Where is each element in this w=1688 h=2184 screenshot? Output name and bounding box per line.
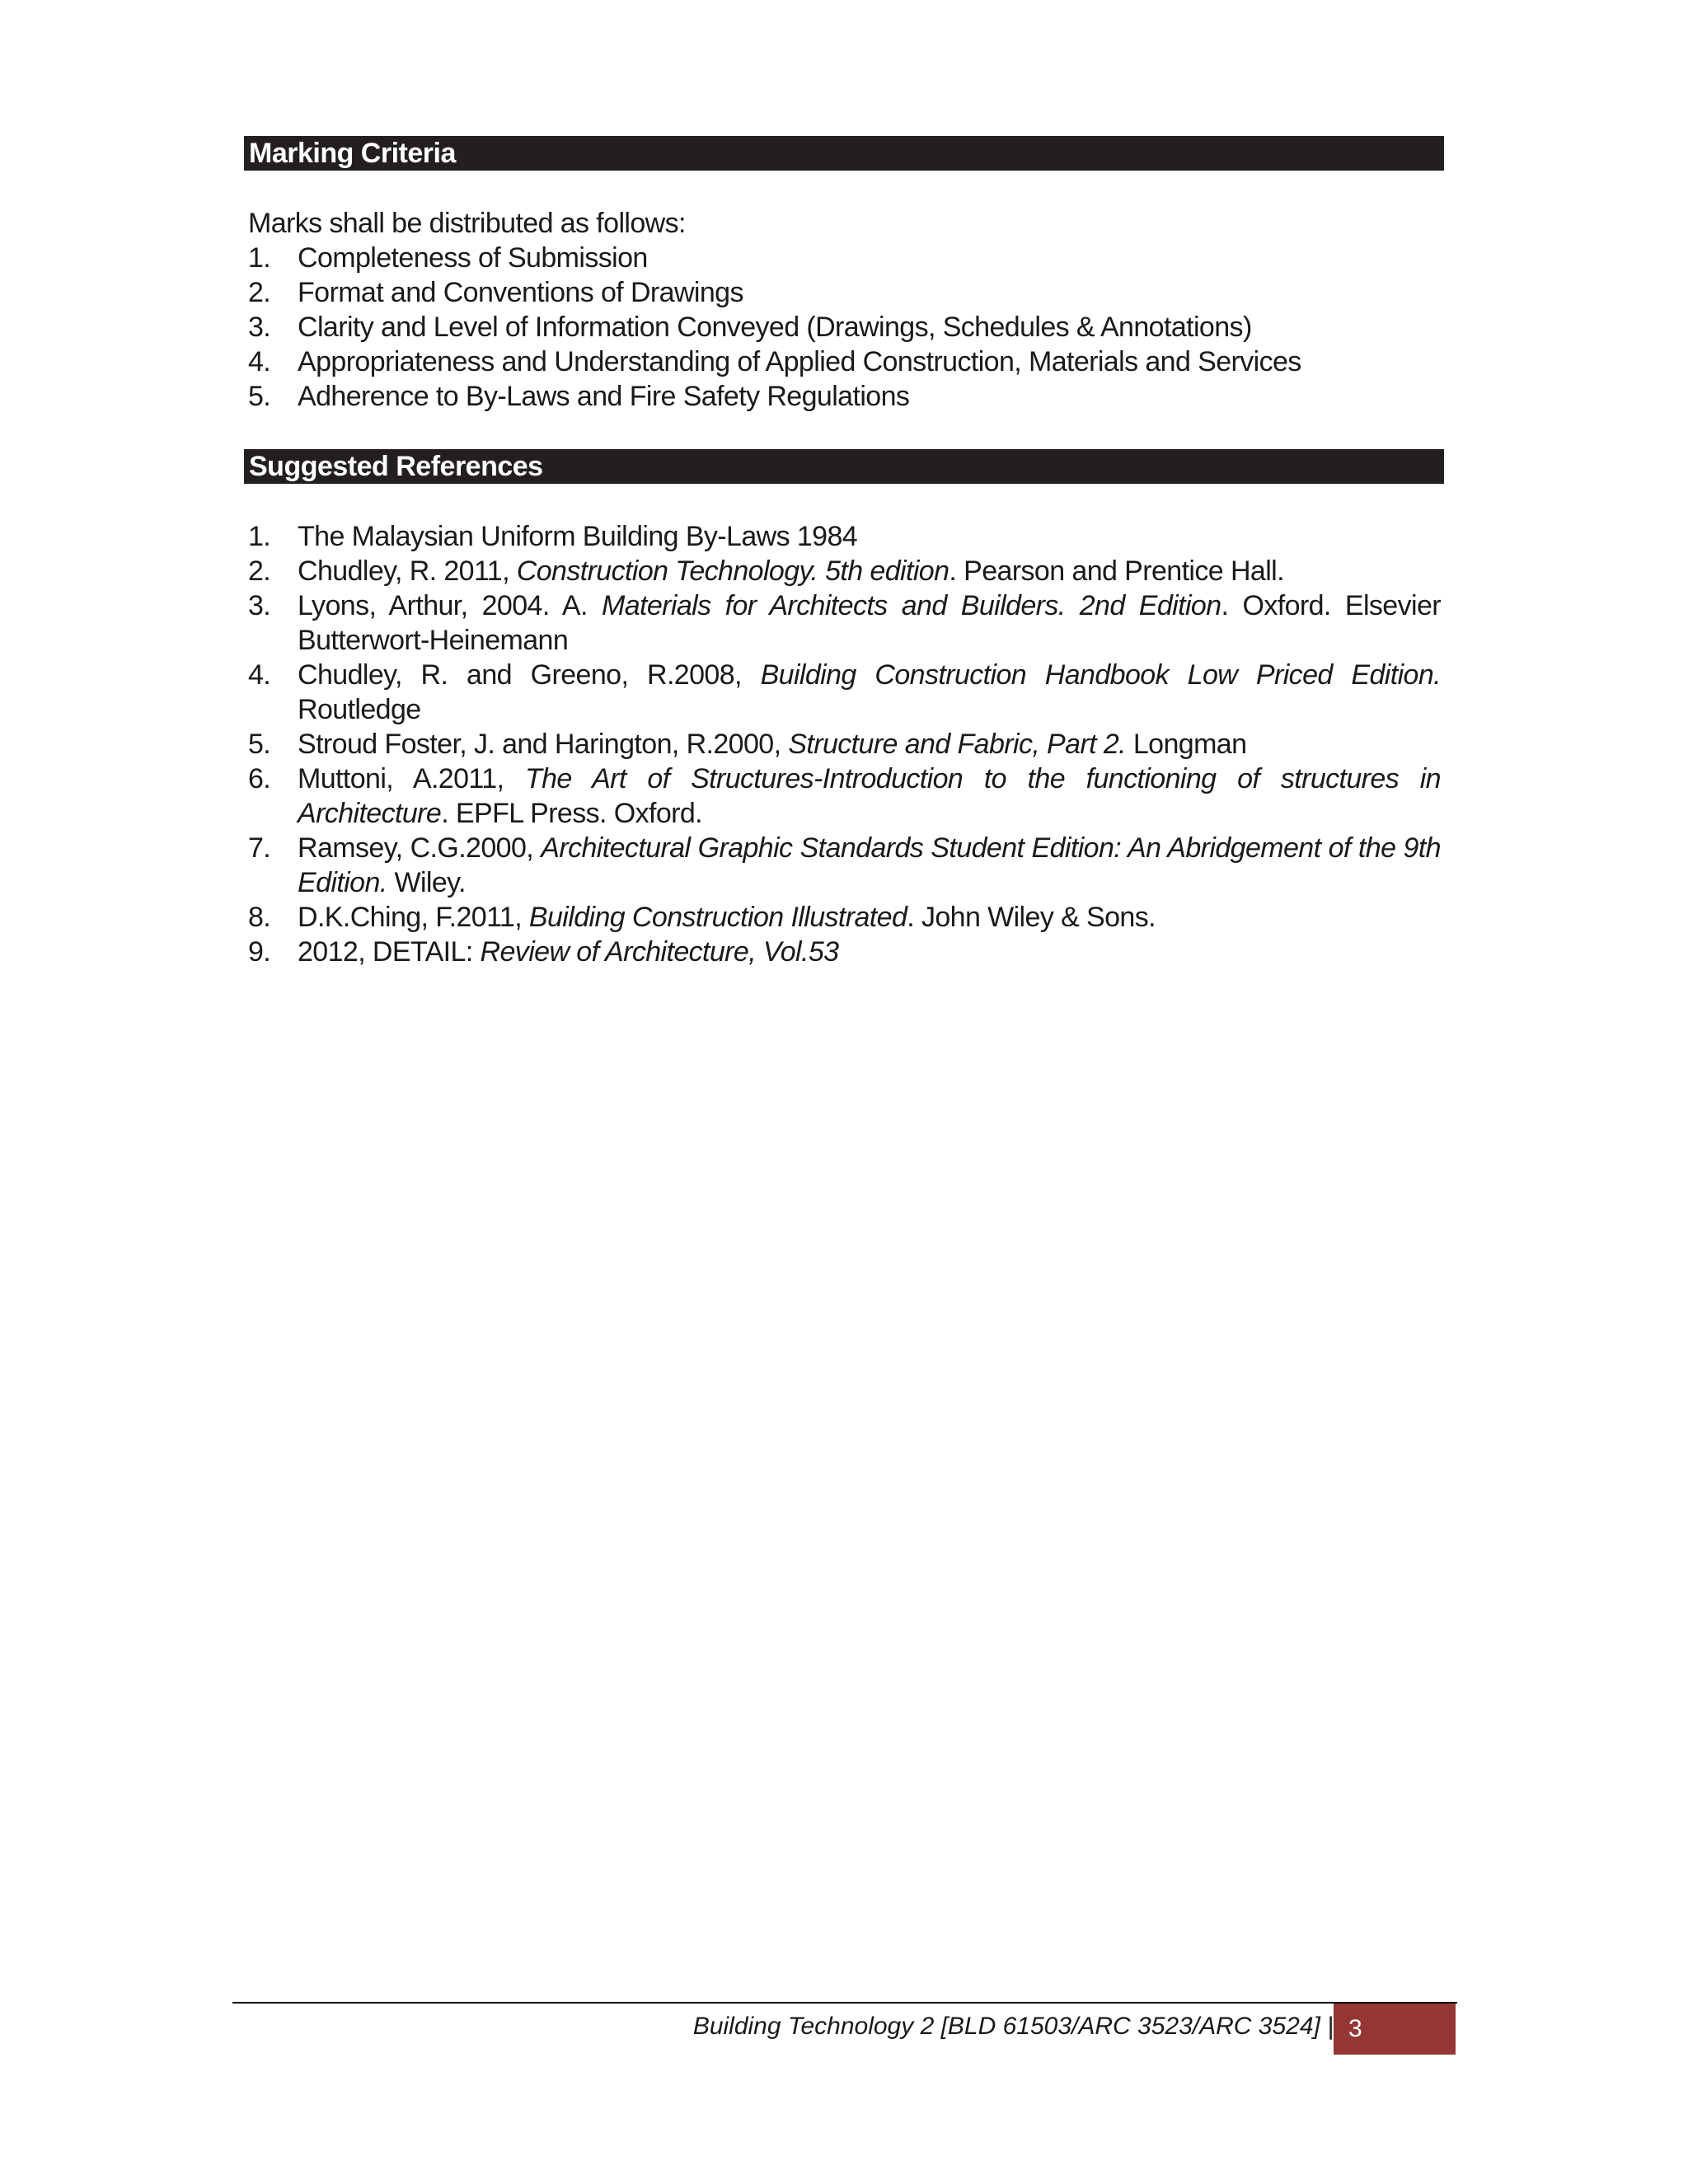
reference-title: Building Construction Handbook Low Priced Edition. xyxy=(760,659,1441,691)
reference-publisher: . John Wiley & Sons. xyxy=(907,902,1156,933)
page-number-badge: 3 xyxy=(1334,2004,1456,2055)
item-number: 5. xyxy=(248,729,271,760)
list-item xyxy=(248,310,1441,344)
item-number: 7. xyxy=(248,832,271,864)
item-number: 1. xyxy=(248,242,271,274)
reference-publisher: Wiley. xyxy=(387,867,466,898)
item-number: 8. xyxy=(248,902,271,933)
reference-text: The Malaysian Uniform Building By-Laws 1984 xyxy=(298,521,858,552)
reference-text: 2012, DETAIL: xyxy=(298,936,481,968)
footer-divider xyxy=(232,2002,1457,2004)
item-number: 2. xyxy=(248,277,271,308)
reference-item xyxy=(248,519,1441,554)
reference-title: Architectural Graphic Standards Student Edition: An Abridgement of the 9th Edition. xyxy=(298,832,1441,898)
reference-text: Chudley, R. 2011, xyxy=(298,555,517,587)
item-number: 1. xyxy=(248,521,271,552)
reference-item xyxy=(248,727,1441,762)
list-item xyxy=(248,379,1441,414)
reference-title: Structure and Fabric, Part 2. xyxy=(788,729,1126,760)
item-text: Appropriateness and Understanding of Applied Construction, Materials and Services xyxy=(298,346,1301,377)
reference-item xyxy=(248,554,1441,588)
reference-title: Materials for Architects and Builders. 2nd Edition xyxy=(601,590,1221,621)
references-list xyxy=(248,519,1441,969)
list-item xyxy=(248,275,1441,310)
footer-course-title: Building Technology 2 [BLD 61503/ARC 3523/ARC 3524] | xyxy=(692,2013,1334,2040)
item-number: 9. xyxy=(248,936,271,968)
reference-title: The Art of Structures-Introduction to the functioning of structures in Architecture xyxy=(298,763,1441,829)
item-number: 2. xyxy=(248,555,271,587)
reference-item xyxy=(248,831,1441,900)
reference-publisher: . Pearson and Prentice Hall. xyxy=(949,555,1284,587)
reference-item xyxy=(248,762,1441,831)
reference-text: Muttoni, A.2011, xyxy=(298,763,525,794)
item-number: 5. xyxy=(248,381,271,412)
reference-publisher: Routledge xyxy=(298,694,421,725)
reference-title: Building Construction Illustrated xyxy=(528,902,907,933)
reference-item xyxy=(248,588,1441,658)
reference-text: Chudley, R. and Greeno, R.2008, xyxy=(298,659,761,691)
reference-publisher: . Oxford. Elsevier Butterwort-Heinemann xyxy=(298,590,1441,656)
marking-criteria-list xyxy=(248,241,1441,414)
reference-text: D.K.Ching, F.2011, xyxy=(298,902,529,933)
item-text: Completeness of Submission xyxy=(298,242,648,274)
marking-criteria-heading: Marking Criteria xyxy=(244,136,1444,171)
reference-text: Lyons, Arthur, 2004. A. xyxy=(298,590,602,621)
reference-item xyxy=(248,900,1441,935)
item-number: 4. xyxy=(248,659,271,691)
item-text: Adherence to By-Laws and Fire Safety Regulations xyxy=(298,381,910,412)
reference-publisher: . EPFL Press. Oxford. xyxy=(441,798,703,829)
reference-item xyxy=(248,658,1441,727)
reference-text: Stroud Foster, J. and Harington, R.2000, xyxy=(298,729,789,760)
item-number: 4. xyxy=(248,346,271,377)
item-number: 3. xyxy=(248,590,271,621)
reference-title: Construction Technology. 5th edition xyxy=(516,555,950,587)
item-number: 3. xyxy=(248,312,271,343)
reference-publisher: Longman xyxy=(1126,729,1247,760)
item-text: Clarity and Level of Information Conveyed (Drawings, Schedules & Annotations) xyxy=(298,312,1252,343)
list-item xyxy=(248,241,1441,275)
item-number: 6. xyxy=(248,763,271,794)
reference-text: Ramsey, C.G.2000, xyxy=(298,832,542,864)
item-text: Format and Conventions of Drawings xyxy=(298,277,743,308)
suggested-references-heading: Suggested References xyxy=(244,449,1444,484)
reference-title: Review of Architecture, Vol.53 xyxy=(480,936,839,968)
marking-criteria-intro: Marks shall be distributed as follows: xyxy=(248,208,686,239)
list-item xyxy=(248,344,1441,379)
reference-item xyxy=(248,935,1441,969)
